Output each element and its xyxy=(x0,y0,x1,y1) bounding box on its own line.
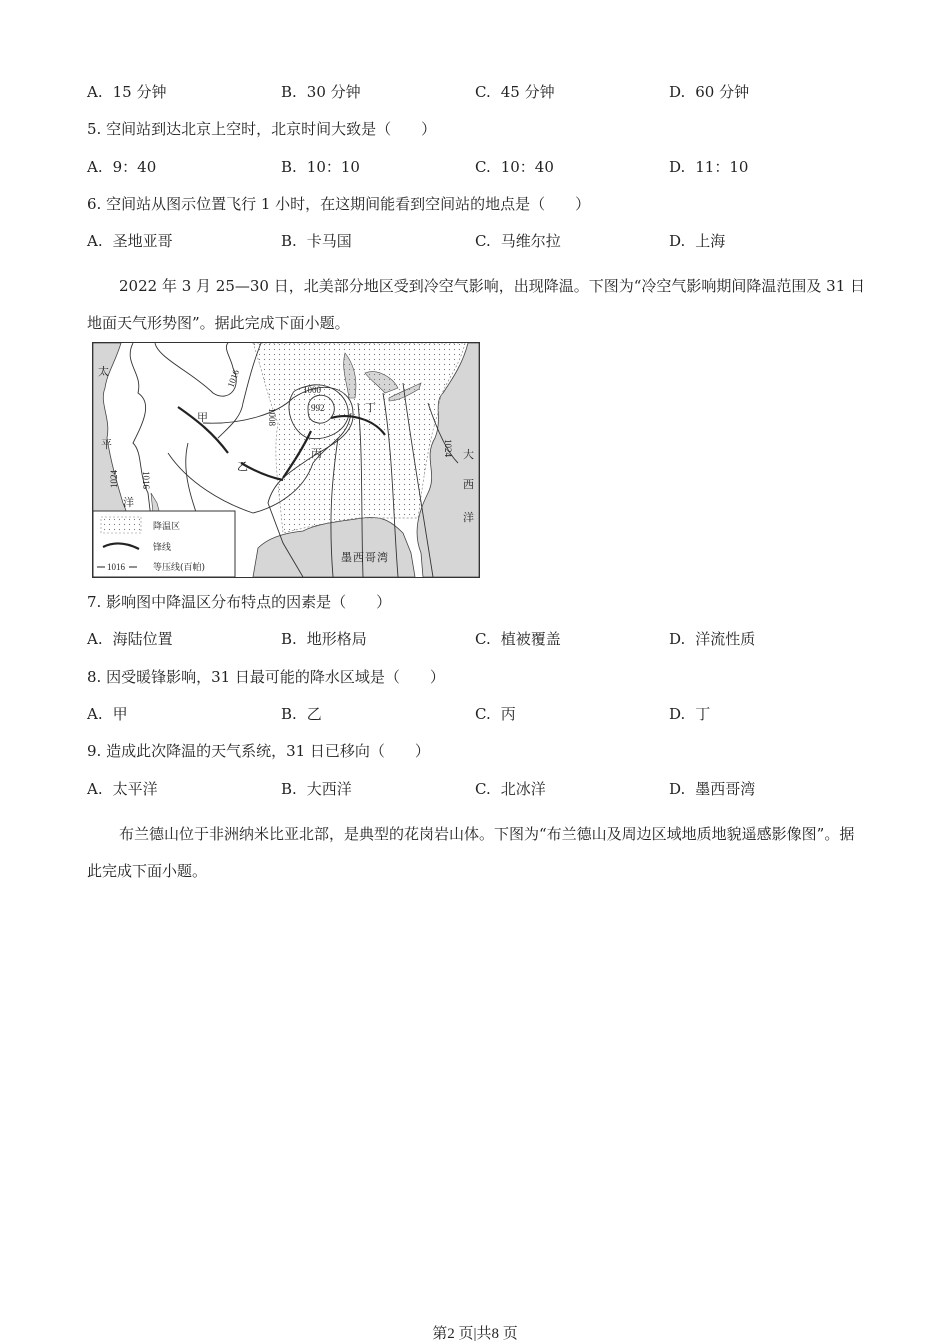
passage-brandberg: 布兰德山位于非洲纳米比亚北部，是典型的花岗岩山体。下图为“布兰德山及周边区域地质地貌遥感影像图”。据此完成下面小题。 xyxy=(87,825,855,880)
q7-option-d: D. 洋流性质 xyxy=(669,630,756,648)
label-jia: 甲 xyxy=(197,411,208,424)
q4-option-c: C. 45 分钟 xyxy=(475,83,555,101)
legend-isobar-label: 等压线(百帕) xyxy=(153,563,206,573)
q9-stem: 9. 造成此次降温的天气系统，31 日已移向（ ） xyxy=(87,742,430,760)
label-pacific-1: 太 xyxy=(98,365,109,378)
isobar-label-1000: 1000 xyxy=(303,385,321,395)
q8-stem: 8. 因受暖锋影响，31 日最可能的降水区域是（ ） xyxy=(87,668,445,686)
q4-option-d: D. 60 分钟 xyxy=(669,83,750,101)
q6-option-d: D. 上海 xyxy=(669,232,726,250)
isobar-label-1024-left: 1024 xyxy=(109,470,119,488)
q7-option-a: A. 海陆位置 xyxy=(87,630,173,648)
q4-option-b: B. 30 分钟 xyxy=(281,83,361,101)
weather-map xyxy=(93,343,479,577)
q8-option-d: D. 丁 xyxy=(669,705,711,723)
q7-options xyxy=(87,629,867,649)
q6-options xyxy=(87,231,867,251)
q5-option-d: D. 11：10 xyxy=(669,158,749,176)
label-atlantic-3: 洋 xyxy=(463,511,474,524)
q5-option-b: B. 10：10 xyxy=(281,158,360,176)
legend-front-label: 锋线 xyxy=(153,543,172,553)
passage-north-america-cooling: 2022 年 3 月 25—30 日，北美部分地区受到冷空气影响，出现降温。下图为“冷空气影响期间降温范围及 31 日地面天气形势图”。据此完成下面小题。 xyxy=(87,277,866,332)
q6-option-a: A. 圣地亚哥 xyxy=(87,232,173,250)
q4-option-a: A. 15 分钟 xyxy=(87,83,167,101)
q9-option-d: D. 墨西哥湾 xyxy=(669,780,756,798)
q8-option-c: C. 丙 xyxy=(475,705,516,723)
label-ding: 丁 xyxy=(365,401,376,414)
q6-option-b: B. 卡马国 xyxy=(281,232,352,250)
label-pacific-2: 平 xyxy=(101,438,112,451)
weather-map-figure xyxy=(92,342,480,578)
q5-stem: 5. 空间站到达北京上空时，北京时间大致是（ ） xyxy=(87,120,437,138)
q9-option-a: A. 太平洋 xyxy=(87,780,158,798)
isobar-label-1008: 1008 xyxy=(267,408,277,426)
q6-option-c: C. 马维尔拉 xyxy=(475,232,561,250)
q5-options xyxy=(87,157,867,177)
legend-cooling-zone-swatch xyxy=(101,517,141,533)
q8-option-a: A. 甲 xyxy=(87,705,128,723)
q9-option-c: C. 北冰洋 xyxy=(475,780,546,798)
label-yi: 乙 xyxy=(237,460,248,473)
label-pacific-3: 洋 xyxy=(123,496,134,509)
q5-option-c: C. 10：40 xyxy=(475,158,554,176)
q8-options xyxy=(87,704,867,724)
legend-isobar-sample: 1016 xyxy=(107,562,125,572)
isobar-label-992: 992 xyxy=(311,403,325,413)
q4-options xyxy=(87,82,867,102)
q6-stem: 6. 空间站从图示位置飞行 1 小时，在这期间能看到空间站的地点是（ ） xyxy=(87,195,591,213)
page-footer: 第2 页|共8 页 xyxy=(432,1326,518,1342)
legend-cooling-zone-label: 降温区 xyxy=(153,522,181,532)
isobar-label-1024-right: 1024 xyxy=(443,439,453,457)
isobar-label-1016-left: 1016 xyxy=(141,471,151,489)
q8-option-b: B. 乙 xyxy=(281,705,322,723)
q9-option-b: B. 大西洋 xyxy=(281,780,352,798)
q7-option-b: B. 地形格局 xyxy=(281,630,367,648)
q7-option-c: C. 植被覆盖 xyxy=(475,630,561,648)
map-legend xyxy=(93,511,235,577)
q9-options xyxy=(87,779,867,799)
label-gulf-of-mexico: 墨西哥湾 xyxy=(341,551,389,564)
label-bing: 丙 xyxy=(311,447,322,460)
isobar-label-1016-top: 1016 xyxy=(225,368,242,389)
label-atlantic-1: 大 xyxy=(463,448,474,461)
q7-stem: 7. 影响图中降温区分布特点的因素是（ ） xyxy=(87,593,392,611)
q5-option-a: A. 9：40 xyxy=(87,158,157,176)
label-atlantic-2: 西 xyxy=(463,478,474,491)
